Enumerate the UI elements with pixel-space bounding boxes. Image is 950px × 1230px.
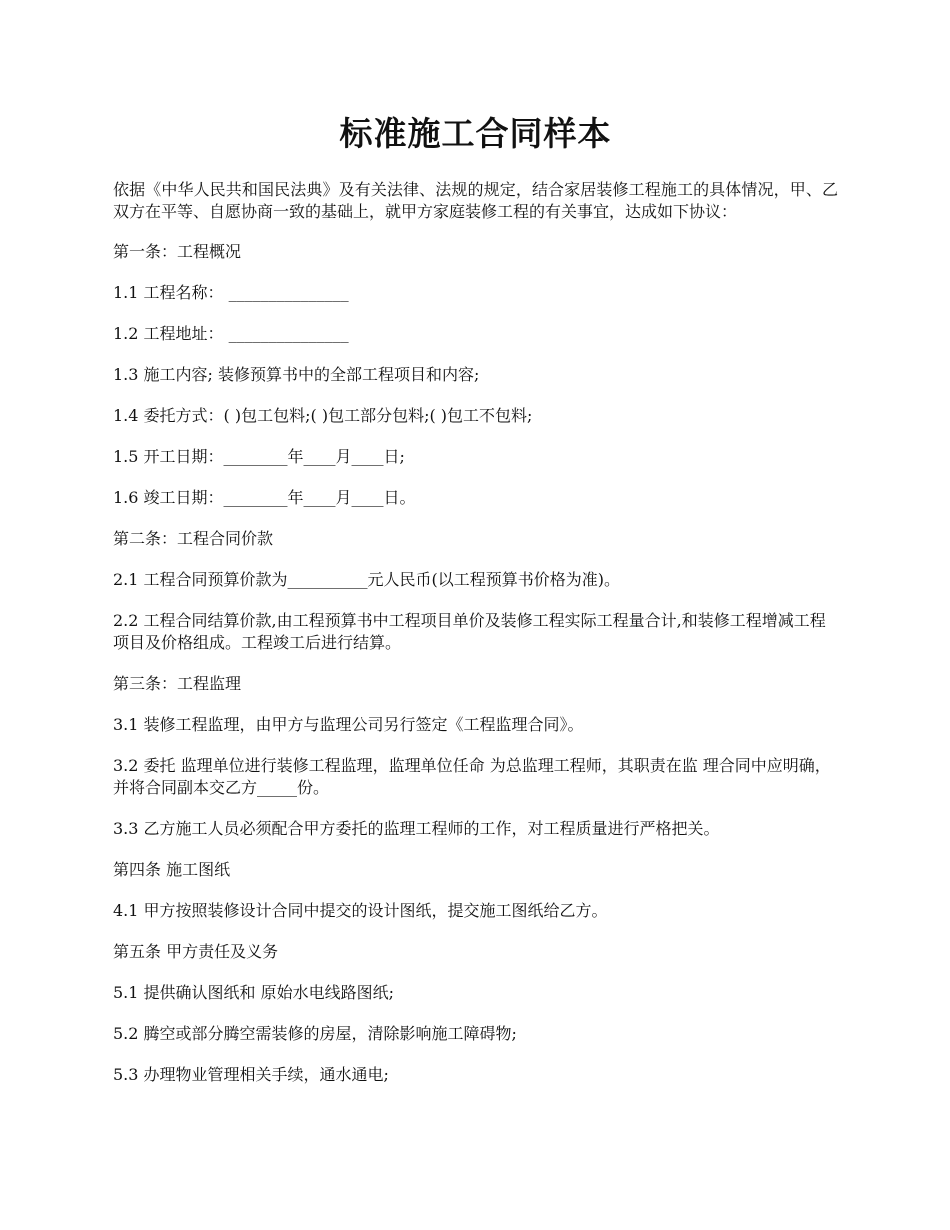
clause-3-3: 3.3 乙方施工人员必须配合甲方委托的监理工程师的工作，对工程质量进行严格把关。 [113, 819, 720, 838]
clause-3-2: 3.2 委托 监理单位进行装修工程监理，监理单位任命 为总监理工程师，其职责在监 理合同中应明确，并将合同副本交乙方_____份。 [113, 756, 831, 797]
clause-2-1: 2.1 工程合同预算价款为__________元人民币(以工程预算书价格为准)。 [113, 570, 621, 589]
clause-1-4: 1.4 委托方式：( )包工包料;( )包工部分包料;( )包工不包料; [113, 406, 533, 425]
clause-4-1: 4.1 甲方按照装修设计合同中提交的设计图纸，提交施工图纸给乙方。 [113, 901, 608, 920]
clause-3-1: 3.1 装修工程监理，由甲方与监理公司另行签定《工程监理合同》。 [113, 715, 584, 734]
clause-5-2: 5.2 腾空或部分腾空需装修的房屋，清除影响施工障碍物; [113, 1024, 517, 1043]
intro-paragraph: 依据《中华人民共和国民法典》及有关法律、法规的规定，结合家居装修工程施工的具体情况，甲、乙双方在平等、自愿协商一致的基础上，就甲方家庭装修工程的有关事宜，达成如下协议： [113, 180, 838, 221]
clause-2-2: 2.2 工程合同结算价款,由工程预算书中工程项目单价及装修工程实际工程量合计,和装修工程增减工程项目及价格组成。工程竣工后进行结算。 [113, 611, 826, 652]
article-1-heading: 第一条：工程概况 [113, 242, 242, 261]
clause-1-6: 1.6 竣工日期：________年____月____日。 [113, 488, 416, 507]
article-3-heading: 第三条：工程监理 [113, 674, 242, 693]
document-title: 标准施工合同样本 [339, 114, 612, 153]
clause-5-1: 5.1 提供确认图纸和 原始水电线路图纸; [113, 983, 395, 1002]
article-2-heading: 第二条：工程合同价款 [113, 529, 274, 548]
clause-1-1: 1.1 工程名称： _______________ [113, 283, 349, 302]
clause-1-5: 1.5 开工日期：________年____月____日; [113, 447, 405, 466]
article-4-heading: 第四条 施工图纸 [113, 860, 231, 879]
clause-5-3: 5.3 办理物业管理相关手续，通水通电; [113, 1065, 389, 1084]
clause-1-2: 1.2 工程地址： _______________ [113, 324, 349, 343]
article-5-heading: 第五条 甲方责任及义务 [113, 942, 279, 961]
clause-1-3: 1.3 施工内容; 装修预算书中的全部工程项目和内容; [113, 365, 480, 384]
